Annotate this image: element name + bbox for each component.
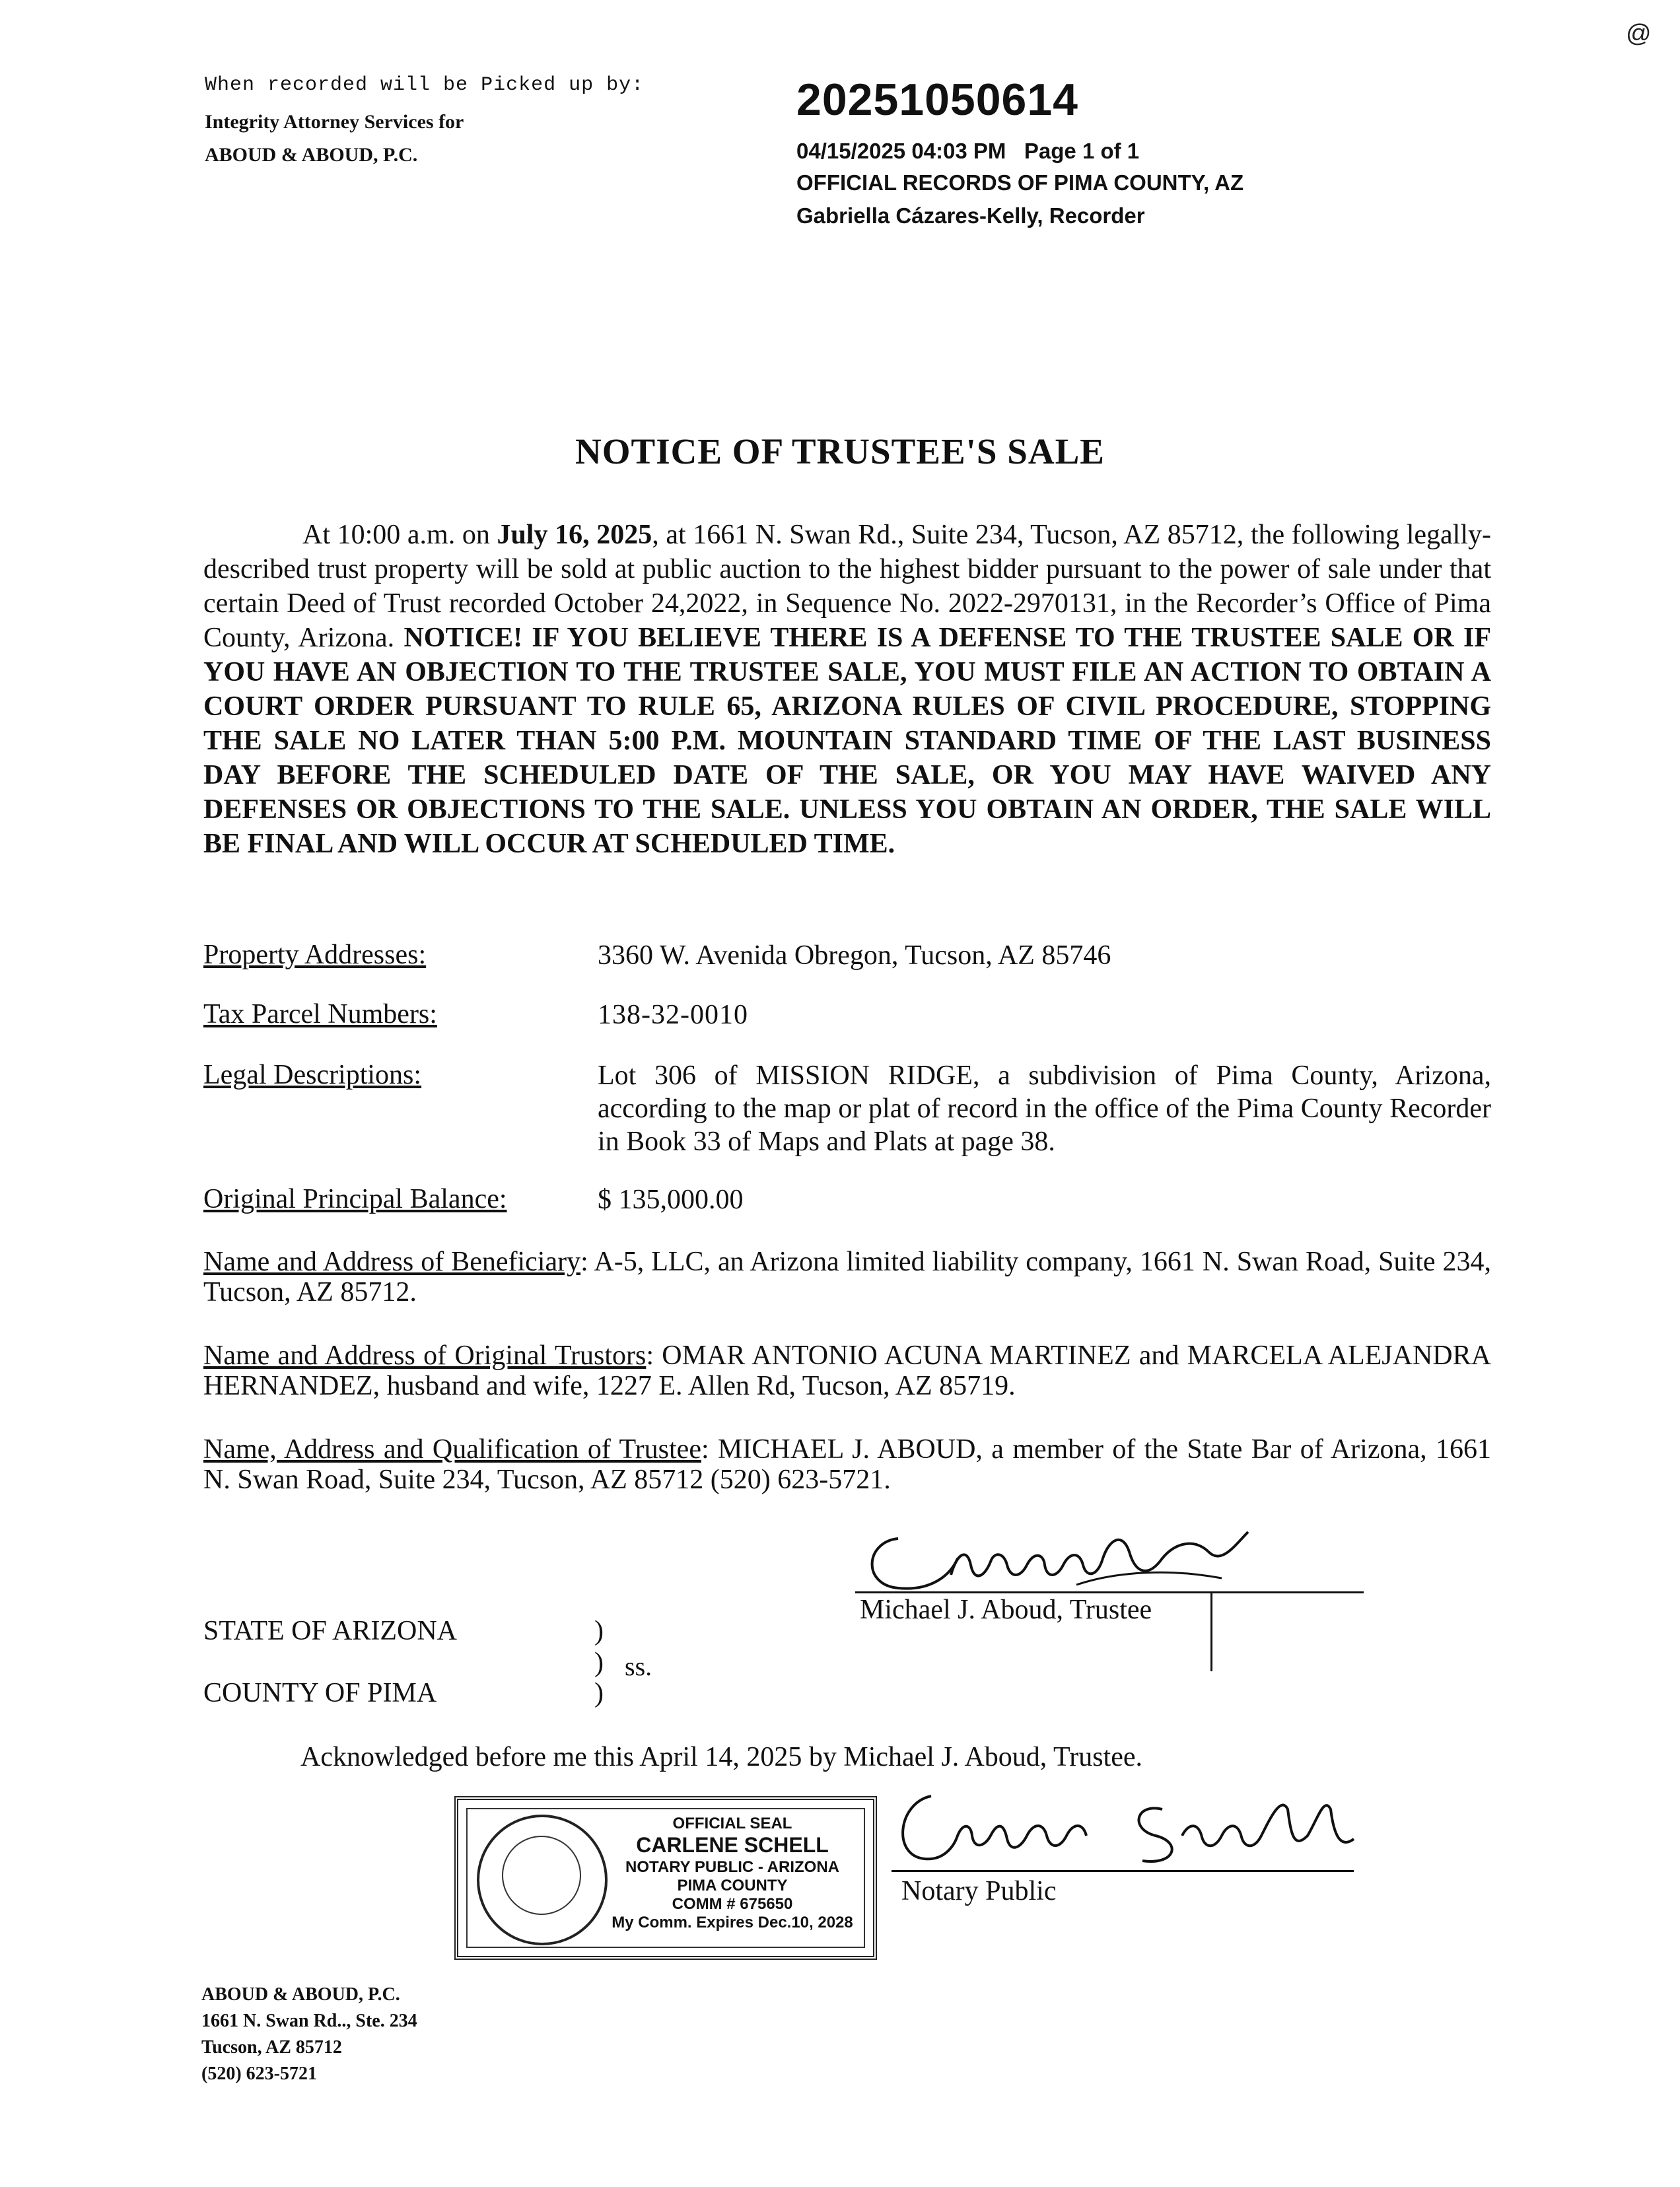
seal-notary-name: CARLENE SCHELL: [636, 1833, 829, 1857]
venue-paren-bottom: ): [594, 1678, 604, 1708]
property-value: 3360 W. Avenida Obregon, Tucson, AZ 85746: [598, 940, 1111, 971]
parcel-label: Tax Parcel Numbers:: [203, 999, 437, 1029]
trustee-signature-name: Michael J. Aboud, Trustee: [860, 1595, 1152, 1625]
trustee-signature-line: [855, 1591, 1364, 1593]
pickup-agent: Integrity Attorney Services for: [205, 111, 464, 133]
intro-part2: , at 1661 N. Swan Rd., Suite 234, Tucson, AZ 85712, the following legally-described trust property will be sold at public auction to the highest bidder pursuant to the power of sale under that certain Deed of Trust recorded October 24,2022, in Sequence No. 2022-2970131, in the Recorder’s Office of Pima County, Arizona.: [203, 520, 1491, 653]
recording-office: OFFICIAL RECORDS OF PIMA COUNTY, AZ: [796, 170, 1244, 195]
trustee-text: : MICHAEL J. ABOUD, a member of the State Bar of Arizona, 1661 N. Swan Road, Suite 234, Tucson, AZ 85712 (520) 623-5721.: [203, 1434, 1491, 1495]
seal-commission-expiry: My Comm. Expires Dec.10, 2028: [612, 1914, 853, 1931]
venue-county: COUNTY OF PIMA: [203, 1678, 437, 1708]
seal-commission-number: COMM # 675650: [672, 1895, 793, 1913]
footer-city: Tucson, AZ 85712: [201, 2037, 342, 2058]
legal-value: Lot 306 of MISSION RIDGE, a subdivision of Pima County, Arizona, according to the map or plat of record in the office of the Pima County Recorder in Book 33 of Maps and Plats at page 38.: [598, 1060, 1491, 1157]
trustors-paragraph: [203, 1340, 1491, 1401]
intro-part1: At 10:00 a.m. on: [302, 520, 497, 550]
trustors-text: : OMAR ANTONIO ACUNA MARTINEZ and MARCELA ALEJANDRA HERNANDEZ, husband and wife, 1227 E. Allen Rd, Tucson, AZ 85719.: [203, 1340, 1491, 1401]
recording-date: 04/15/2025 04:03 PM Page 1 of 1: [796, 139, 1140, 163]
beneficiary-paragraph: [203, 1247, 1491, 1307]
document-title: NOTICE OF TRUSTEE'S SALE: [575, 431, 1105, 471]
trustee-signature-mark: [1210, 1593, 1212, 1671]
trustee-paragraph: [203, 1434, 1491, 1495]
beneficiary-text: : A-5, LLC, an Arizona limited liability company, 1661 N. Swan Road, Suite 234, Tucson, AZ 85712.: [203, 1247, 1491, 1307]
seal-notary-state: NOTARY PUBLIC - ARIZONA: [625, 1858, 839, 1876]
footer-firm: ABOUD & ABOUD, P.C.: [201, 1984, 400, 2005]
trustee-signature: [852, 1512, 1261, 1605]
sale-date: July 16, 2025: [497, 520, 652, 550]
notary-title: Notary Public: [901, 1876, 1057, 1906]
venue-paren-mid: ): [594, 1648, 604, 1678]
trustors-label: Name and Address of Original Trustors: [203, 1340, 647, 1371]
pickup-instructions: When recorded will be Picked up by:: [205, 74, 645, 96]
footer-phone: (520) 623-5721: [201, 2064, 317, 2084]
legal-label: Legal Descriptions:: [203, 1060, 422, 1090]
recorder-name: Gabriella Cázares-Kelly, Recorder: [796, 203, 1145, 228]
venue-ss: ss.: [625, 1651, 652, 1681]
notary-signature: [885, 1783, 1360, 1875]
footer-street: 1661 N. Swan Rd.., Ste. 234: [201, 2011, 417, 2031]
state-seal-emblem: [477, 1815, 608, 1945]
recording-number: 20251050614: [796, 75, 1079, 125]
principal-value: $ 135,000.00: [598, 1185, 744, 1215]
corner-annotation: @: [1626, 20, 1652, 48]
notary-seal: [454, 1796, 877, 1960]
seal-official: OFFICIAL SEAL: [672, 1815, 792, 1832]
notary-signature-line: [892, 1870, 1354, 1872]
parcel-value: 138-32-0010: [598, 1000, 748, 1030]
legal-notice: NOTICE! IF YOU BELIEVE THERE IS A DEFENSE TO THE TRUSTEE SALE OR IF YOU HAVE AN OBJECTION TO THE TRUSTEE SALE, YOU MUST FILE AN ACTION TO OBTAIN A COURT ORDER PURSUANT TO RULE 65, ARIZONA RULES OF CIVIL PROCEDURE, STOPPING THE SALE NO LATER THAN 5:00 P.M. MOUNTAIN STANDARD TIME OF THE LAST BUSINESS DAY BEFORE THE SCHEDULED DATE OF THE SALE, OR YOU MAY HAVE WAIVED ANY DEFENSES OR OBJECTIONS TO THE SALE. UNLESS YOU OBTAIN AN ORDER, THE SALE WILL BE FINAL AND WILL OCCUR AT SCHEDULED TIME.: [203, 623, 1491, 859]
principal-label: Original Principal Balance:: [203, 1184, 507, 1214]
beneficiary-label: Name and Address of Beneficiary: [203, 1247, 581, 1277]
venue-paren-top: ): [594, 1616, 604, 1646]
acknowledgment-line: Acknowledged before me this April 14, 2025 by Michael J. Aboud, Trustee.: [300, 1742, 1143, 1772]
pickup-firm: ABOUD & ABOUD, P.C.: [205, 144, 418, 166]
venue-state: STATE OF ARIZONA: [203, 1616, 457, 1646]
trustee-label: Name, Address and Qualification of Trustee: [203, 1434, 701, 1465]
seal-county: PIMA COUNTY: [677, 1877, 788, 1894]
intro-paragraph: [203, 518, 1491, 861]
property-label: Property Addresses:: [203, 940, 427, 970]
state-seal-center: [502, 1836, 581, 1915]
